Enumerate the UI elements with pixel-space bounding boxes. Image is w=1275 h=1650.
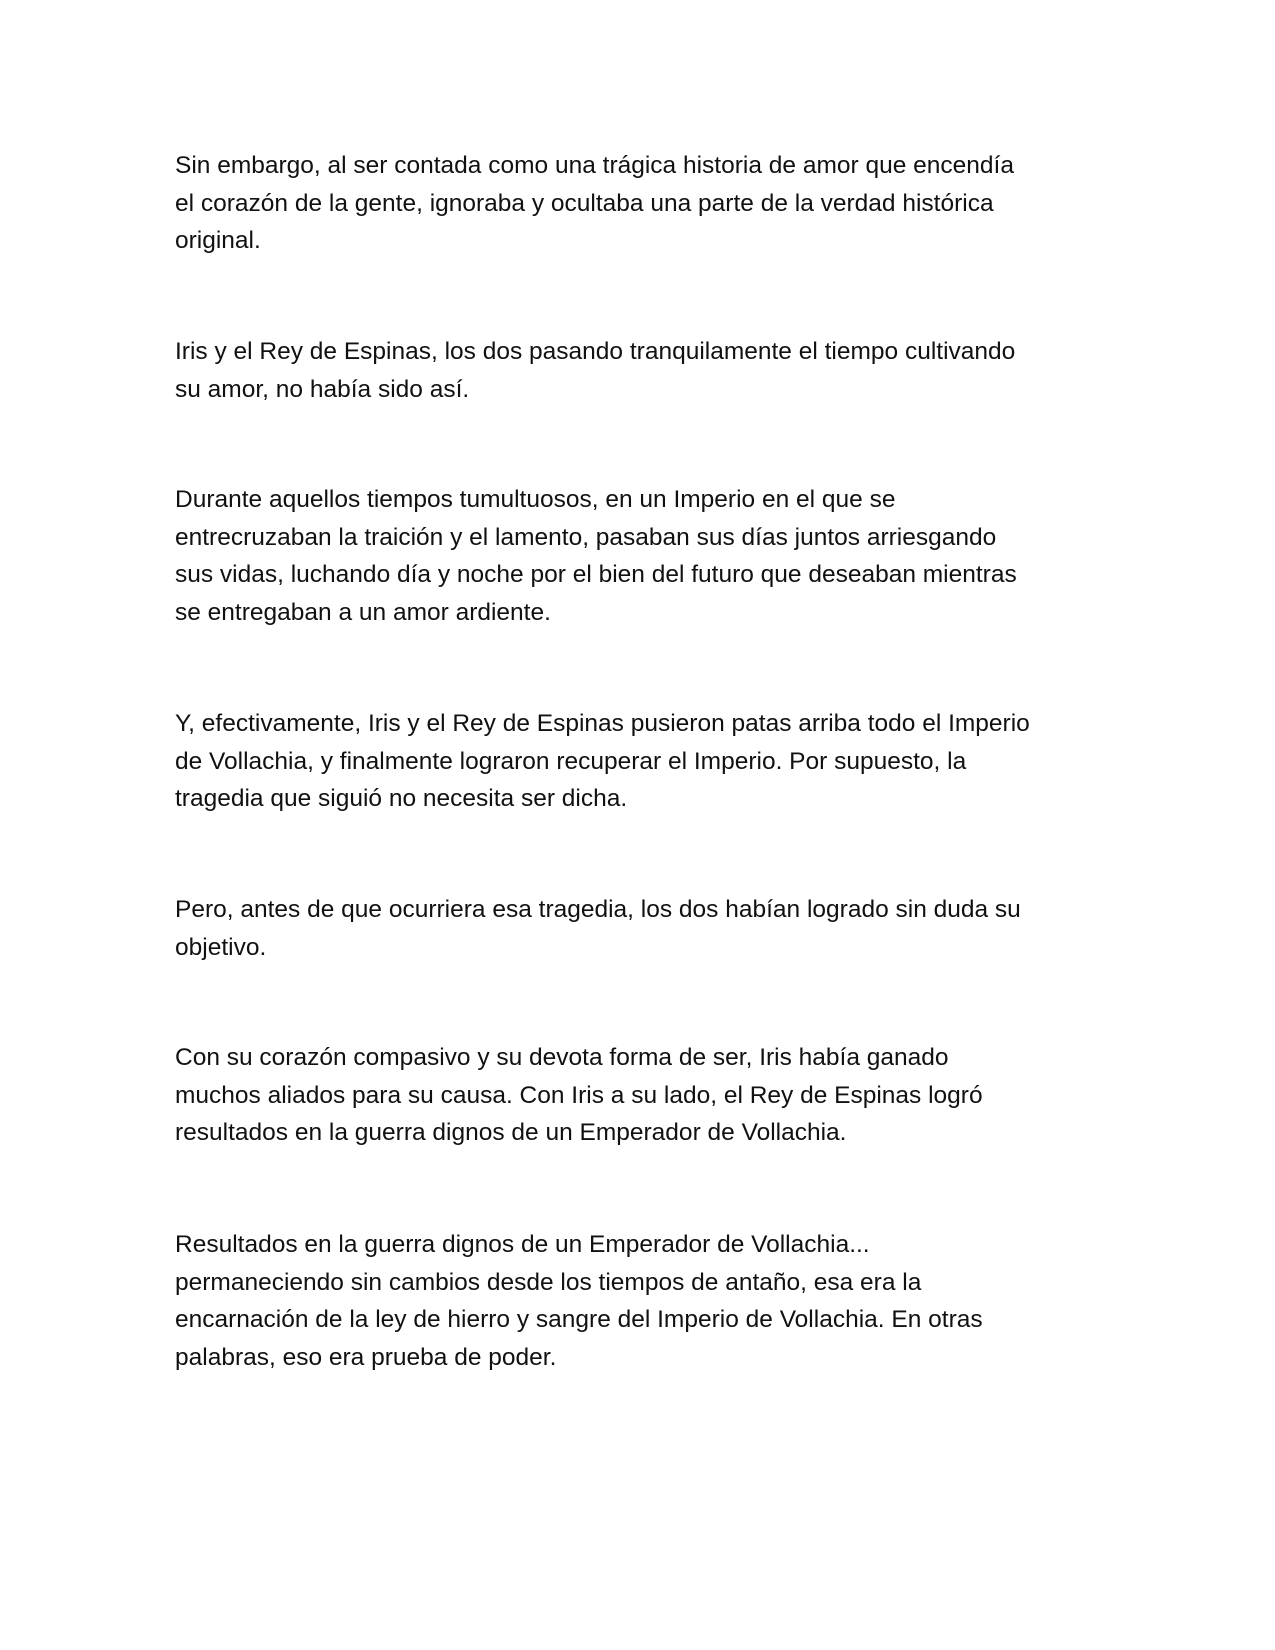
paragraph-2: Iris y el Rey de Espinas, los dos pasando tranquilamente el tiempo cultivando su amor, no había sido así. — [175, 338, 1016, 403]
paragraph-6: Con su corazón compasivo y su devota forma de ser, Iris había ganado muchos aliados para su causa. Con Iris a su lado, el Rey de Espinas logró resultados en la guerra dignos de un Emperador de Vollachia. — [175, 1044, 983, 1146]
paragraph-7: Resultados en la guerra dignos de un Emperador de Vollachia... permaneciendo sin cambios desde los tiempos de antaño, esa era la encarnación de la ley de hierro y sangre del Imperio de Vollachia. En otras palabras, eso era prueba de poder. — [175, 1231, 983, 1371]
paragraph-5: Pero, antes de que ocurriera esa tragedia, los dos habían logrado sin duda su objetivo. — [175, 896, 1021, 961]
paragraph-3: Durante aquellos tiempos tumultuosos, en un Imperio en el que se entrecruzaban la traición y el lamento, pasaban sus días juntos arriesgando sus vidas, luchando día y noche por el bien del futuro que deseaban mientras se entregaban a un amor ardiente. — [175, 486, 1017, 626]
paragraph-4: Y, efectivamente, Iris y el Rey de Espinas pusieron patas arriba todo el Imperio de Vollachia, y finalmente lograron recuperar el Imperio. Por supuesto, la tragedia que siguió no necesita ser dicha. — [175, 710, 1030, 812]
paragraph-1: Sin embargo, al ser contada como una trágica historia de amor que encendía el corazón de la gente, ignoraba y ocultaba una parte de la verdad histórica original. — [175, 152, 1014, 254]
